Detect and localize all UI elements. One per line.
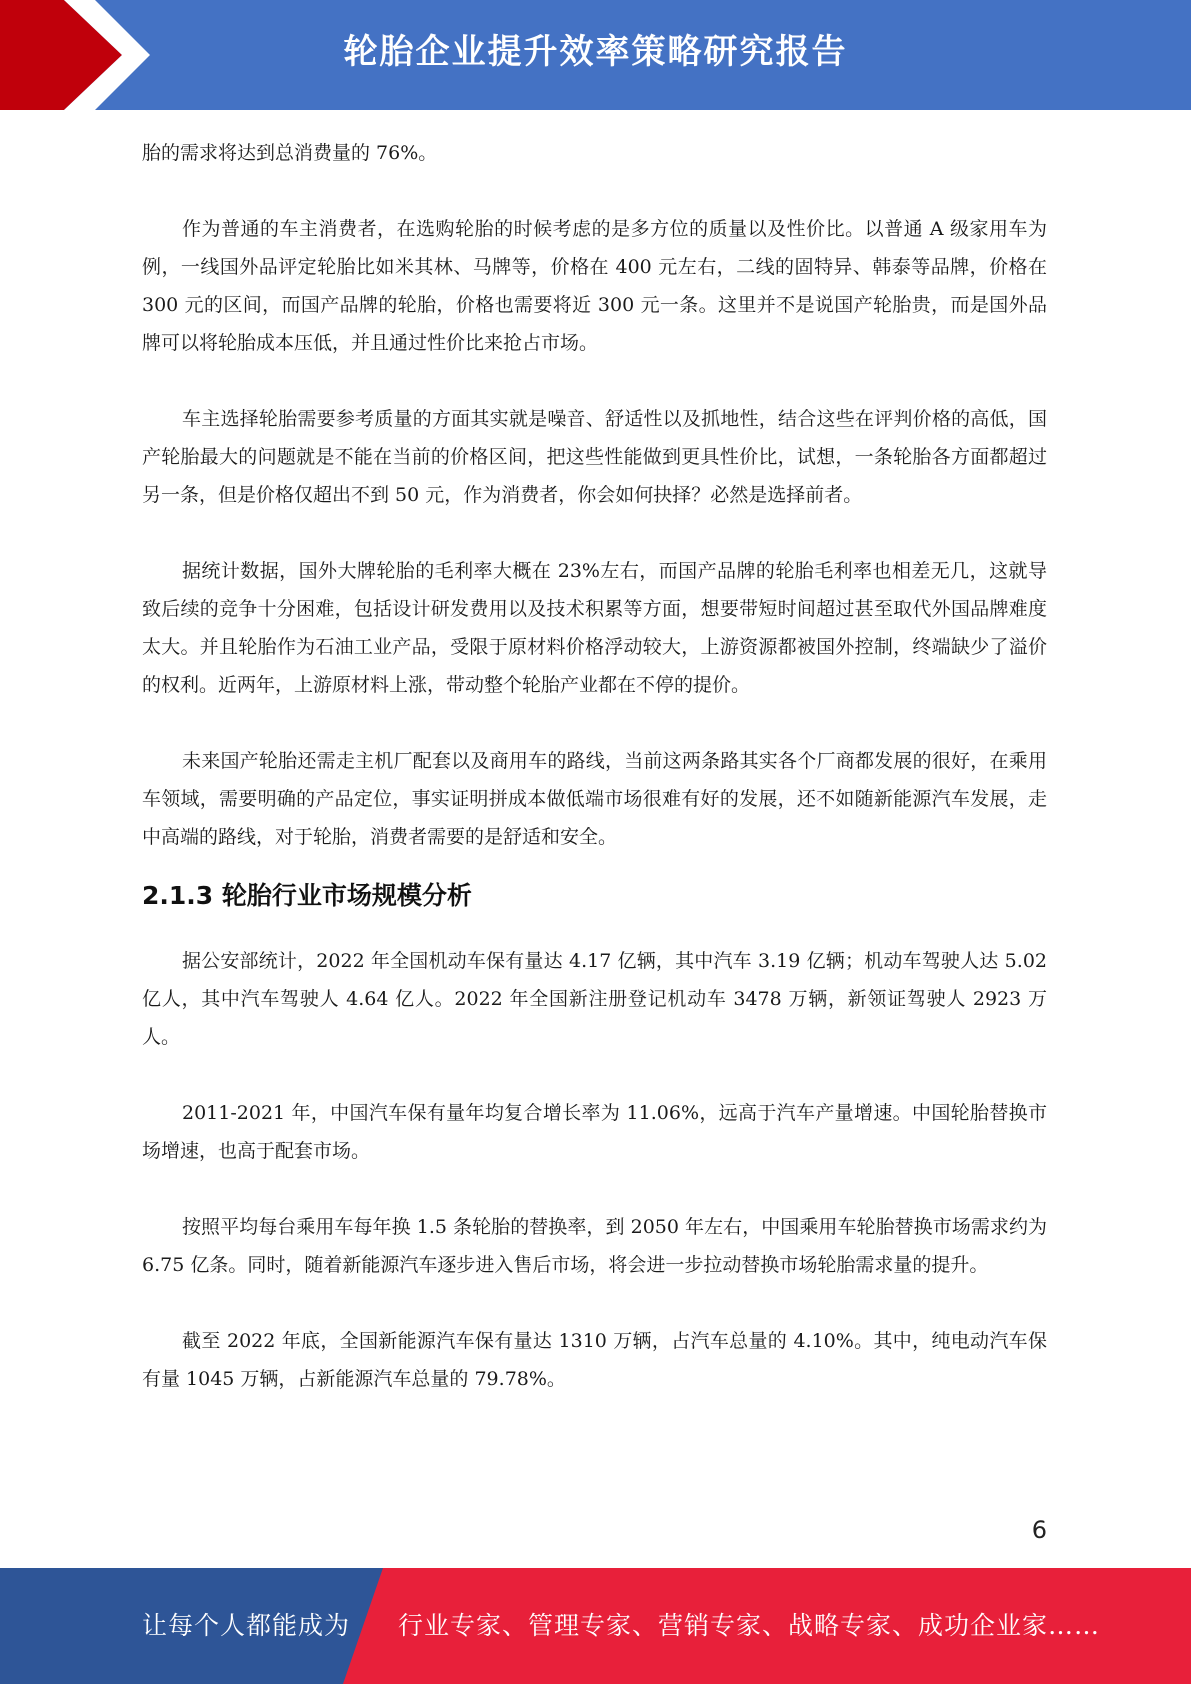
paragraph: 作为普通的车主消费者，在选购轮胎的时候考虑的是多方位的质量以及性价比。以普通 A 级家用车为例，一线国外品评定轮胎比如米其林、马牌等，价格在 400 元左右，二线的固特异、韩泰等品牌，价格在 300 元的区间，而国产品牌的轮胎，价格也需要将近 300 元一条。这里并不是说国产轮胎贵，而是国外品牌可以将轮胎成本压低，并且通过性价比来抢占市场。 [142,218,1047,354]
paragraph: 截至 2022 年底，全国新能源汽车保有量达 1310 万辆，占汽车总量的 4.10%。其中，纯电动汽车保有量 1045 万辆，占新能源汽车总量的 79.78%。 [142,1330,1047,1390]
report-title: 轮胎企业提升效率策略研究报告 [343,32,848,72]
document-body [142,134,1047,1398]
paragraph: 据统计数据，国外大牌轮胎的毛利率大概在 23%左右，而国产品牌的轮胎毛利率也相差无几，这就导致后续的竞争十分困难，包括设计研发费用以及技术积累等方面，想要带短时间超过甚至取代外国品牌难度太大。并且轮胎作为石油工业产品，受限于原材料价格浮动较大，上游资源都被国外控制，终端缺少了溢价的权利。近两年，上游原材料上涨，带动整个轮胎产业都在不停的提价。 [142,560,1047,696]
paragraph: 2011-2021 年，中国汽车保有量年均复合增长率为 11.06%，远高于汽车产量增速。中国轮胎替换市场增速，也高于配套市场。 [142,1102,1047,1162]
page-footer [0,1568,1191,1684]
paragraph: 据公安部统计，2022 年全国机动车保有量达 4.17 亿辆，其中汽车 3.19 亿辆；机动车驾驶人达 5.02 亿人，其中汽车驾驶人 4.64 亿人。2022 年全国新注册登记机动车 3478 万辆，新领证驾驶人 2923 万人。 [142,950,1047,1048]
paragraph: 车主选择轮胎需要参考质量的方面其实就是噪音、舒适性以及抓地性，结合这些在评判价格的高低，国产轮胎最大的问题就是不能在当前的价格区间，把这些性能做到更具性价比，试想，一条轮胎各方面都超过另一条，但是价格仅超出不到 50 元，作为消费者，你会如何抉择？必然是选择前者。 [142,408,1047,506]
paragraph: 按照平均每台乘用车每年换 1.5 条轮胎的替换率，到 2050 年左右，中国乘用车轮胎替换市场需求约为 6.75 亿条。同时，随着新能源汽车逐步进入售后市场，将会进一步拉动替换市场轮胎需求量的提升。 [142,1216,1047,1276]
paragraph: 未来国产轮胎还需走主机厂配套以及商用车的路线，当前这两条路其实各个厂商都发展的很好，在乘用车领域，需要明确的产品定位，事实证明拼成本做低端市场很难有好的发展，还不如随新能源汽车发展，走中高端的路线，对于轮胎，消费者需要的是舒适和安全。 [142,750,1047,848]
page-number: 6 [1031,1516,1047,1544]
section-heading: 2.1.3 轮胎行业市场规模分析 [142,881,472,910]
footer-slogan-right: 行业专家、管理专家、营销专家、战略专家、成功企业家…… [398,1611,1101,1640]
paragraph: 胎的需求将达到总消费量的 76%。 [142,142,438,164]
footer-slogan-left: 让每个人都能成为 [142,1611,351,1640]
page-header [0,0,1191,110]
